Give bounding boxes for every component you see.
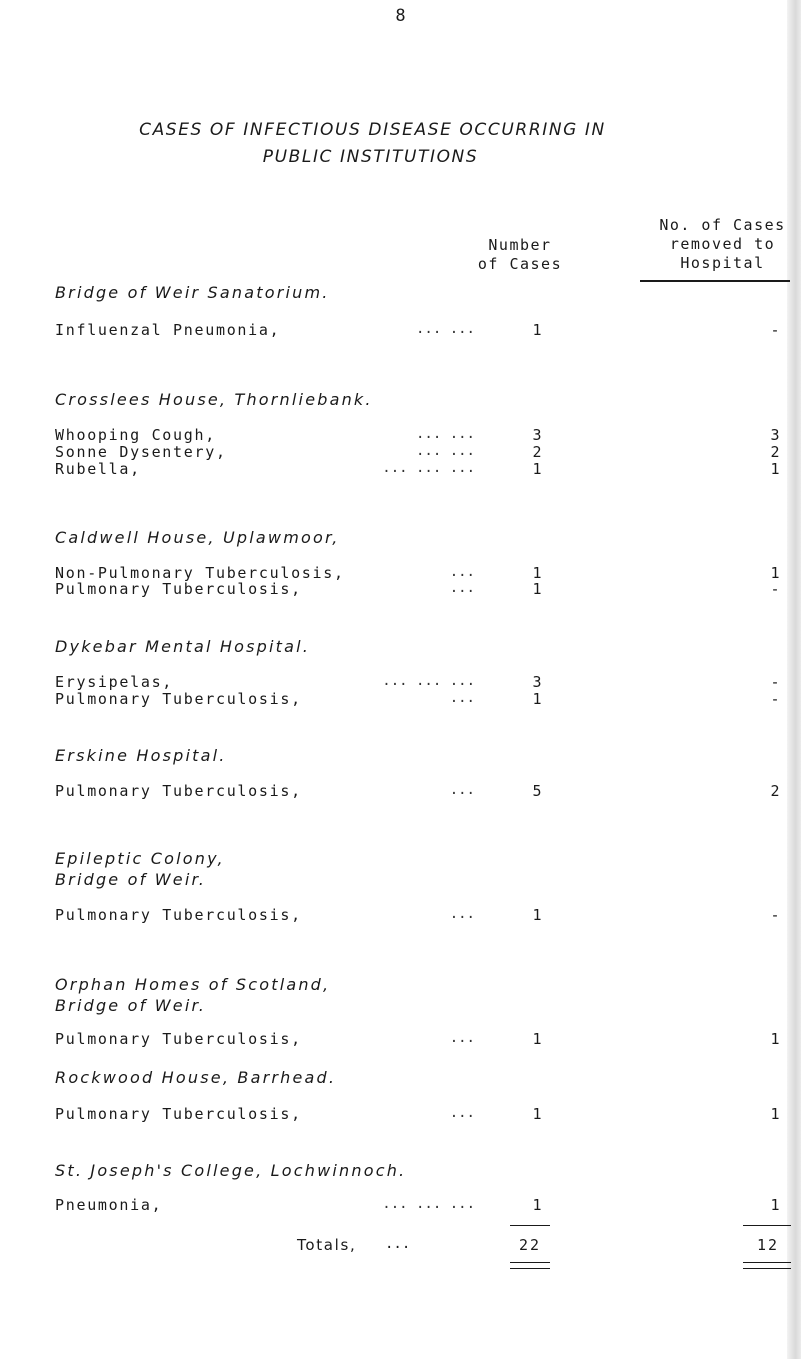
table-row <box>55 690 785 710</box>
case-count: 1 <box>532 1105 542 1123</box>
table-row <box>55 321 785 341</box>
removed-count: 3 <box>770 426 780 444</box>
disease-name: Whooping Cough, <box>55 426 216 444</box>
table-row <box>55 1196 785 1216</box>
institution-name <box>55 282 675 303</box>
page-number: 8 <box>395 6 406 26</box>
disease-name: Pulmonary Tuberculosis, <box>55 1105 302 1123</box>
institution-name <box>55 636 675 657</box>
disease-name: Pulmonary Tuberculosis, <box>55 906 302 924</box>
leader-dots: ... <box>449 782 475 798</box>
total-rule-cases <box>510 1225 550 1226</box>
table-row <box>55 580 785 600</box>
column-header-line: removed to <box>669 235 776 253</box>
disease-name: Non-Pulmonary Tuberculosis, <box>55 564 345 582</box>
institution-name-line: Bridge of Weir. <box>55 996 207 1015</box>
leader-dots: ... <box>449 1105 475 1121</box>
removed-count: - <box>770 673 780 691</box>
removed-count: 1 <box>770 564 780 582</box>
case-count: 1 <box>532 1196 542 1214</box>
institution-name <box>55 745 675 766</box>
leader-dots: ... <box>449 564 475 580</box>
double-rule-cases <box>510 1262 550 1269</box>
total-cases: 22 <box>518 1236 542 1254</box>
removed-count: 2 <box>770 443 780 461</box>
removed-count: - <box>770 580 780 598</box>
leader-dots: ... ... ... <box>382 673 475 689</box>
leader-dots: ... <box>449 690 475 706</box>
removed-count: - <box>770 690 780 708</box>
column-header-line: of Cases <box>477 255 563 273</box>
case-count: 1 <box>532 690 542 708</box>
institution-name-line: Bridge of Weir Sanatorium. <box>55 283 330 302</box>
page-subtitle: PUBLIC INSTITUTIONS <box>262 147 479 167</box>
institution-name <box>55 974 675 1016</box>
double-rule-removed <box>743 1262 791 1269</box>
leader-dots: ... <box>385 1236 411 1252</box>
case-count: 3 <box>532 673 542 691</box>
column-header-line: Hospital <box>680 254 765 272</box>
leader-dots: ... <box>449 1030 475 1046</box>
total-removed: 12 <box>756 1236 780 1254</box>
disease-name: Pulmonary Tuberculosis, <box>55 690 302 708</box>
leader-dots: ... ... <box>415 321 475 337</box>
case-count: 1 <box>532 460 542 478</box>
disease-name: Pulmonary Tuberculosis, <box>55 1030 302 1048</box>
case-count: 2 <box>532 443 542 461</box>
table-row <box>55 906 785 926</box>
removed-count: - <box>770 321 780 339</box>
institution-name <box>55 527 675 548</box>
removed-count: 1 <box>770 460 780 478</box>
disease-name: Rubella, <box>55 460 141 478</box>
institution-name-line: Erskine Hospital. <box>55 746 227 765</box>
institution-name-line: Rockwood House, Barrhead. <box>55 1068 337 1087</box>
table-row <box>55 1030 785 1050</box>
page-edge <box>787 0 801 1359</box>
leader-dots: ... <box>449 580 475 596</box>
totals-label: Totals, <box>297 1236 357 1254</box>
case-count: 5 <box>532 782 542 800</box>
leader-dots: ... ... <box>415 426 475 442</box>
institution-name <box>55 1067 675 1088</box>
institution-name-line: Orphan Homes of Scotland, <box>55 975 331 994</box>
removed-count: 1 <box>770 1030 780 1048</box>
total-rule-removed <box>743 1225 791 1226</box>
leader-dots: ... ... ... <box>382 1196 475 1212</box>
removed-count: 2 <box>770 782 780 800</box>
column-header-line: Number <box>488 236 552 254</box>
removed-count: 1 <box>770 1105 780 1123</box>
page-title: CASES OF INFECTIOUS DISEASE OCCURRING IN <box>139 120 606 140</box>
institution-name <box>55 389 675 410</box>
institution-name <box>55 848 675 890</box>
institution-name-line: Dykebar Mental Hospital. <box>55 637 311 656</box>
case-count: 1 <box>532 564 542 582</box>
leader-dots: ... ... ... <box>382 460 475 476</box>
case-count: 1 <box>532 321 542 339</box>
removed-count: 1 <box>770 1196 780 1214</box>
column-header-number-of-cases <box>440 236 600 274</box>
table-row <box>55 1105 785 1125</box>
table-row <box>55 460 785 480</box>
disease-name: Pulmonary Tuberculosis, <box>55 580 302 598</box>
leader-dots: ... <box>449 906 475 922</box>
case-count: 3 <box>532 426 542 444</box>
institution-name-line: St. Joseph's College, Lochwinnoch. <box>55 1161 407 1180</box>
institution-name-line: Epileptic Colony, <box>55 849 225 868</box>
institution-name-line: Caldwell House, Uplawmoor, <box>55 528 340 547</box>
column-header-removed-to-hospital <box>640 216 801 273</box>
table-row <box>55 782 785 802</box>
disease-name: Pulmonary Tuberculosis, <box>55 782 302 800</box>
disease-name: Erysipelas, <box>55 673 174 691</box>
disease-name: Sonne Dysentery, <box>55 443 227 461</box>
removed-count: - <box>770 906 780 924</box>
disease-name: Influenzal Pneumonia, <box>55 321 281 339</box>
column-header-line: No. of Cases <box>659 216 786 234</box>
leader-dots: ... ... <box>415 443 475 459</box>
case-count: 1 <box>532 906 542 924</box>
institution-name <box>55 1160 675 1181</box>
institution-name-line: Crosslees House, Thornliebank. <box>55 390 373 409</box>
disease-name: Pneumonia, <box>55 1196 163 1214</box>
case-count: 1 <box>532 580 542 598</box>
institution-name-line: Bridge of Weir. <box>55 870 207 889</box>
case-count: 1 <box>532 1030 542 1048</box>
